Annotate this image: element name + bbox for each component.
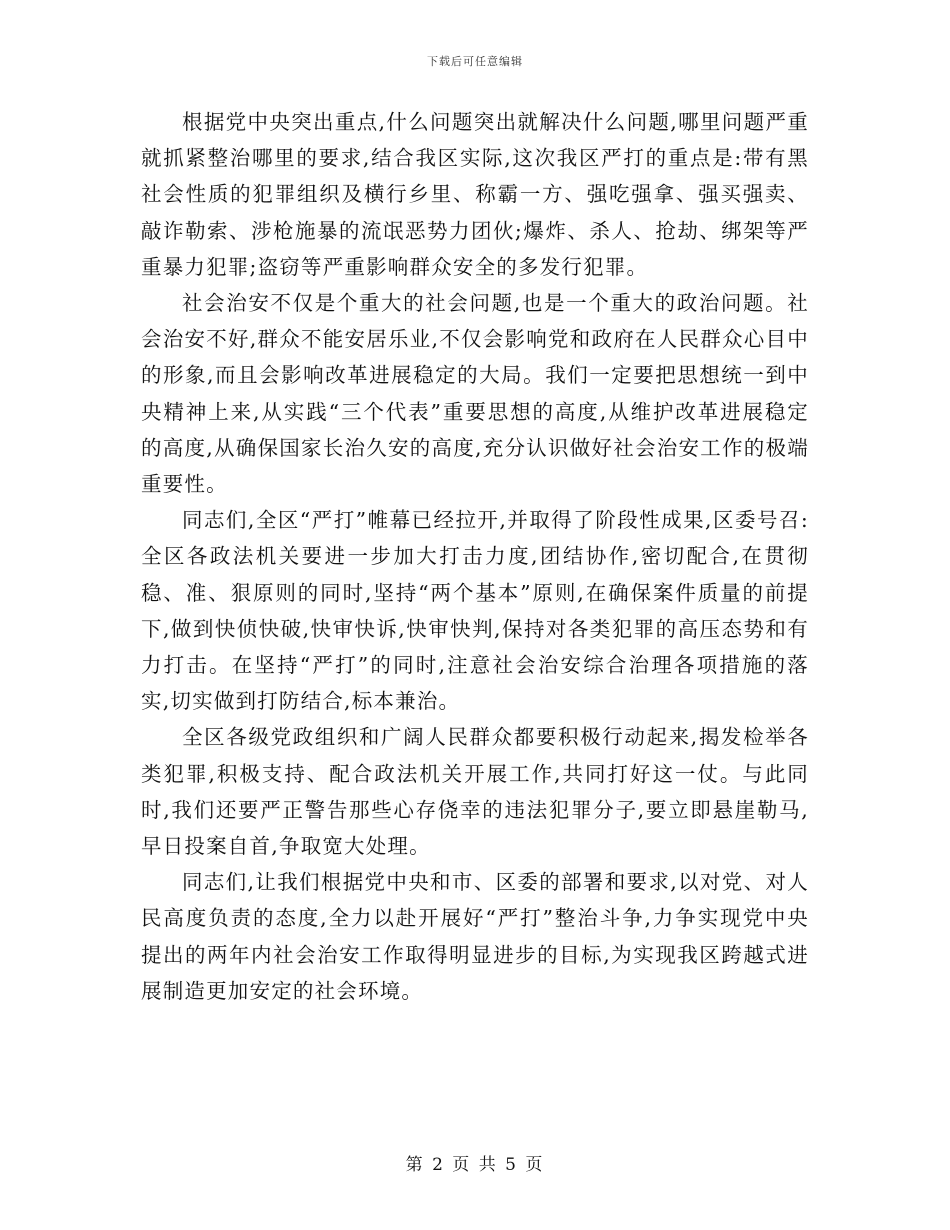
document-body: [141, 104, 809, 1009]
paragraph: 同志们,全区“严打”帷幕已经拉开,并取得了阶段性成果,区委号召:全区各政法机关要进一步加大打击力度,团结协作,密切配合,在贯彻稳、准、狠原则的同时,坚持“两个基本”原则,在确保案件质量的前提下,做到快侦快破,快审快诉,快审快判,保持对各类犯罪的高压态势和有力打击。在坚持“严打”的同时,注意社会治安综合治理各项措施的落实,切实做到打防结合,标本兼治。: [141, 508, 809, 714]
page-number: 第 2 页 共 5 页: [405, 1155, 545, 1175]
paragraph: 根据党中央突出重点,什么问题突出就解决什么问题,哪里问题严重就抓紧整治哪里的要求,结合我区实际,这次我区严打的重点是:带有黑社会性质的犯罪组织及横行乡里、称霸一方、强吃强拿、强买强卖、敲诈勒索、涉枪施暴的流氓恶势力团伙;爆炸、杀人、抢劫、绑架等严重暴力犯罪;盗窃等严重影响群众安全的多发行犯罪。: [141, 110, 809, 279]
paragraph: 全区各级党政组织和广阔人民群众都要积极行动起来,揭发检举各类犯罪,积极支持、配合政法机关开展工作,共同打好这一仗。与此同时,我们还要严正警告那些心存侥幸的违法犯罪分子,要立即悬崖勒马,早日投案自首,争取宽大处理。: [141, 725, 809, 859]
page-header: 下载后可任意编辑: [427, 55, 523, 68]
paragraph: 同志们,让我们根据党中央和市、区委的部署和要求,以对党、对人民高度负责的态度,全力以赴开展好“严打”整治斗争,力争实现党中央提出的两年内社会治安工作取得明显进步的目标,为实现我区跨越式进展制造更加安定的社会环境。: [141, 870, 809, 1003]
paragraph: 社会治安不仅是个重大的社会问题,也是一个重大的政治问题。社会治安不好,群众不能安居乐业,不仅会影响党和政府在人民群众心目中的形象,而且会影响改革进展稳定的大局。我们一定要把思想统一到中央精神上来,从实践“三个代表”重要思想的高度,从维护改革进展稳定的高度,从确保国家长治久安的高度,充分认识做好社会治安工作的极端重要性。: [141, 291, 809, 497]
